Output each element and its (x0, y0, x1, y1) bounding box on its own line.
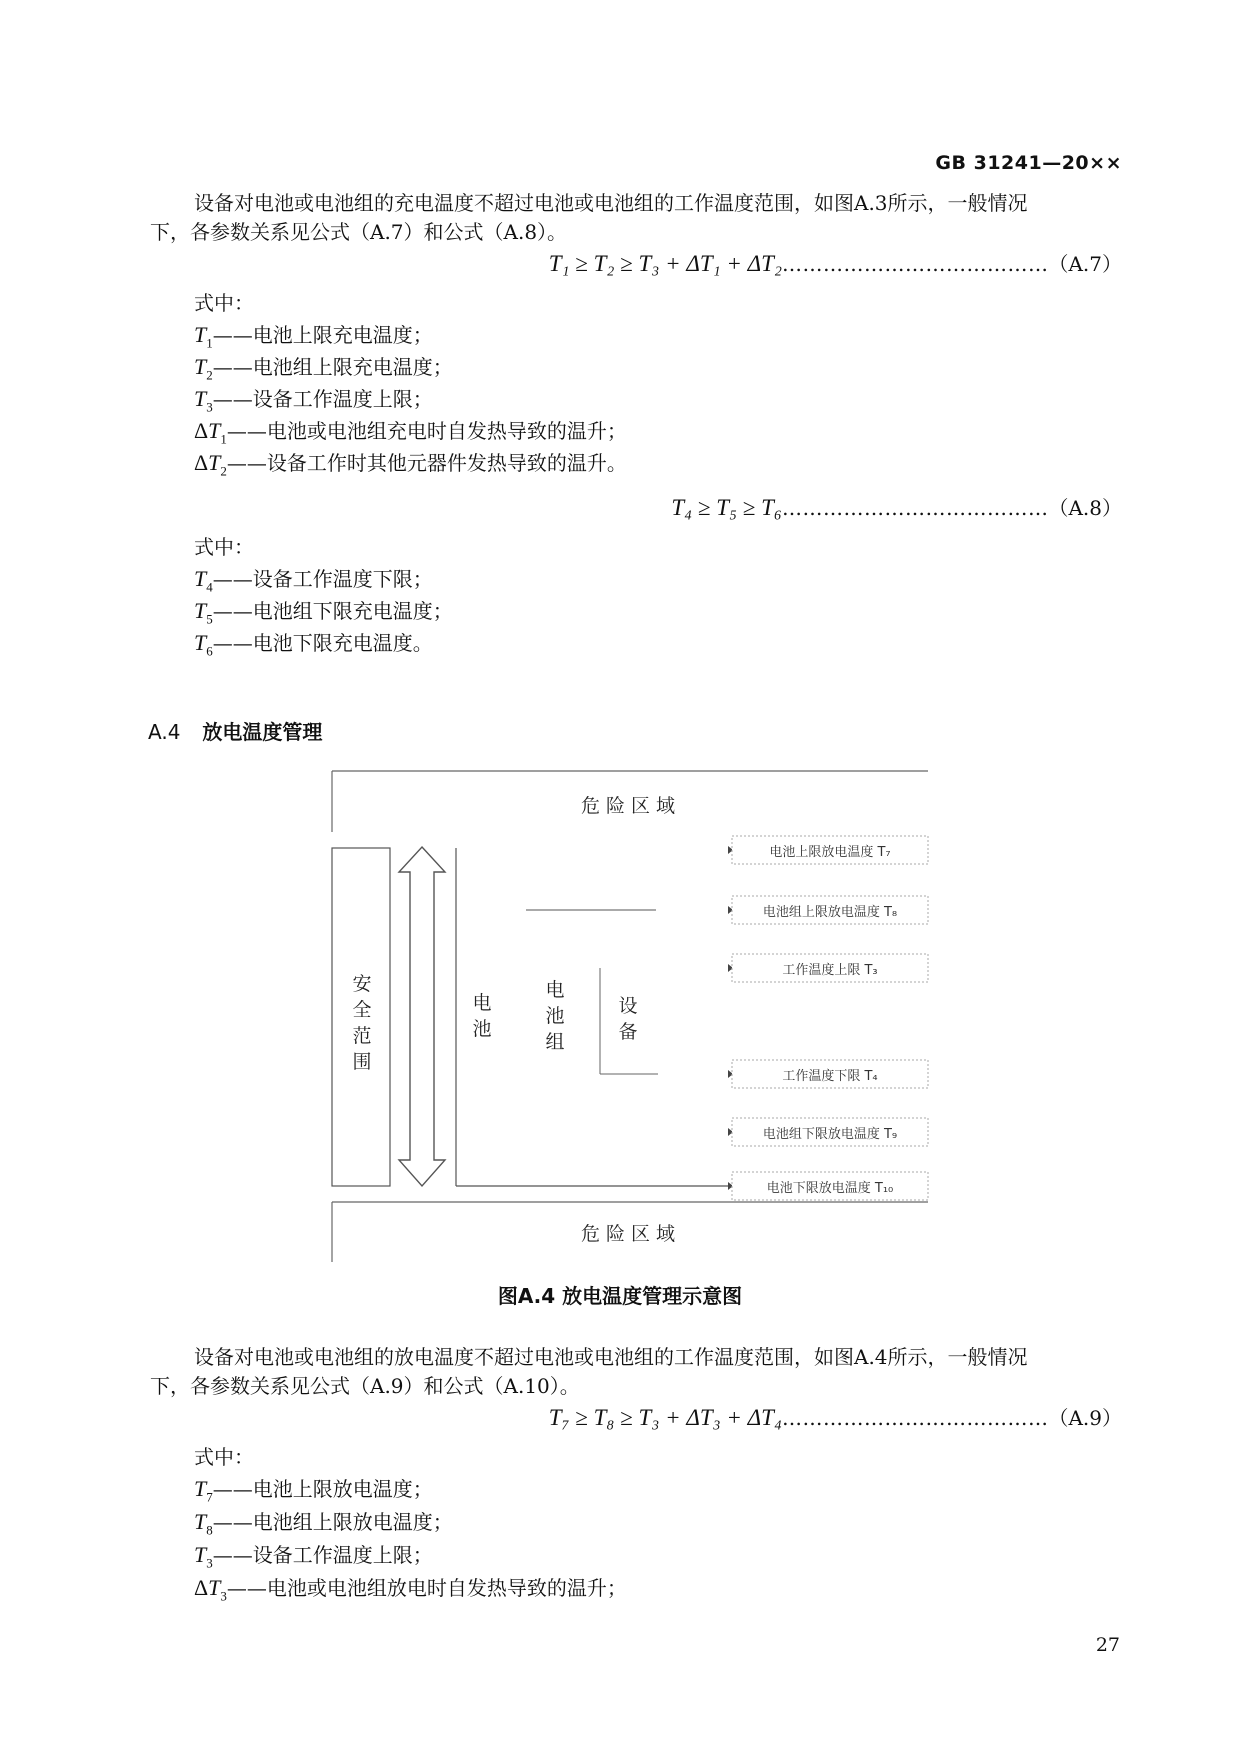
temp-label-4: 工作温度下限 T₄ (782, 1069, 878, 1084)
temp-label-3: 工作温度上限 T₃ (782, 963, 878, 978)
definition-text: ——电池组下限充电温度； (212, 599, 453, 623)
definition-symbol-base: T (194, 322, 207, 347)
definition-text: ——电池或电池组放电时自发热导致的温升； (226, 1576, 627, 1600)
where-label-a7: 式中： (194, 291, 254, 315)
page-number: 27 (1095, 1634, 1120, 1656)
definition-symbol (194, 1476, 213, 1505)
battery-pack-label-char-2: 池 (545, 1005, 565, 1027)
definition-line (194, 1539, 433, 1571)
definition-symbol-subscript: 3 (206, 399, 213, 415)
definition-symbol-subscript: 1 (220, 431, 227, 447)
equation-a7-formula: T₁ ≥ T₂ ≥ T₃ + ΔT₁ + ΔT₂ (548, 251, 782, 276)
definition-symbol (194, 354, 213, 383)
battery-label-char-2: 池 (472, 1018, 492, 1040)
safe-range-char-4: 围 (352, 1051, 372, 1073)
battery-pack-label-char-3: 组 (545, 1031, 565, 1053)
definition-line (194, 1506, 453, 1538)
definition-text: ——电池上限放电温度； (212, 1477, 433, 1501)
equation-a8-label: （A.8） (1048, 496, 1122, 520)
definition-symbol (194, 1575, 227, 1604)
definition-symbol (194, 630, 213, 659)
safe-range-char-1: 安 (352, 973, 372, 995)
definition-line (194, 1572, 627, 1604)
definition-symbol (194, 386, 213, 415)
definition-symbol-subscript: 8 (206, 1522, 213, 1538)
battery-label-char-1: 电 (472, 992, 492, 1014)
section-heading-a4 (148, 716, 322, 745)
definition-symbol-subscript: 4 (206, 579, 213, 595)
definition-line (194, 383, 433, 415)
definition-symbol-delta: Δ (194, 1575, 209, 1600)
definition-line (194, 415, 627, 447)
definition-symbol-subscript: 5 (206, 611, 213, 627)
definition-symbol-delta: Δ (194, 418, 209, 443)
definition-text: ——电池或电池组充电时自发热导致的温升； (226, 419, 627, 443)
equation-a7-dots: ………………………………… (781, 252, 1049, 276)
danger-zone-bottom-label: 危 险 区 域 (580, 1223, 676, 1245)
definition-symbol-base: T (194, 598, 207, 623)
temp-label-5: 电池组下限放电温度 T₉ (762, 1127, 898, 1142)
equation-a9-label: （A.9） (1048, 1406, 1122, 1430)
discharge-intro-line-1: 设备对电池或电池组的放电温度不超过电池或电池组的工作温度范围，如图A.4所示，一般情况 (194, 1345, 1028, 1369)
definition-symbol-base: T (194, 1509, 207, 1534)
standard-code-header: GB 31241—20×× (935, 152, 1122, 174)
definition-symbol-subscript: 2 (206, 367, 213, 383)
equation-a8 (671, 492, 1122, 521)
definition-symbol (194, 1542, 213, 1571)
equation-a9 (549, 1402, 1122, 1431)
definition-symbol-base: T (194, 386, 207, 411)
definition-symbol-base: T (194, 566, 207, 591)
definition-symbol-delta: Δ (194, 450, 209, 475)
definition-symbol-base: T (208, 1575, 221, 1600)
definition-symbol (194, 450, 227, 479)
section-number: A.4 (148, 720, 181, 744)
definition-text: ——设备工作温度上限； (212, 387, 433, 411)
safe-range-char-3: 范 (352, 1025, 372, 1047)
equation-a8-formula: T₄ ≥ T₅ ≥ T₆ (671, 495, 782, 520)
definition-line (194, 351, 453, 383)
definition-symbol-base: T (194, 1542, 207, 1567)
definition-text: ——电池组上限放电温度； (212, 1510, 453, 1534)
where-label-a8: 式中： (194, 535, 254, 559)
temp-label-2: 电池组上限放电温度 T₈ (762, 905, 898, 920)
discharge-temperature-diagram (330, 768, 930, 1264)
definition-text: ——设备工作时其他元器件发热导致的温升。 (226, 451, 627, 475)
definition-symbol-subscript: 7 (206, 1489, 213, 1505)
definition-symbol (194, 566, 213, 595)
definition-line (194, 595, 453, 627)
definition-line (194, 1473, 433, 1505)
definition-symbol-base: T (208, 418, 221, 443)
definition-line (194, 447, 627, 479)
charge-intro-line-2: 下，各参数关系见公式（A.7）和公式（A.8）。 (150, 220, 568, 244)
definition-symbol-base: T (208, 450, 221, 475)
definition-symbol-base: T (194, 354, 207, 379)
definition-line (194, 563, 433, 595)
definition-line (194, 319, 433, 351)
definition-symbol-subscript: 3 (206, 1555, 213, 1571)
danger-zone-top-label: 危 险 区 域 (580, 795, 676, 817)
definition-symbol-subscript: 3 (220, 1588, 227, 1604)
double-arrow-icon (399, 847, 445, 1186)
definition-text: ——设备工作温度下限； (212, 567, 433, 591)
definition-text: ——电池下限充电温度。 (212, 631, 433, 655)
charge-intro-paragraph (150, 189, 1122, 247)
figure-caption: 图A.4 放电温度管理示意图 (497, 1284, 743, 1308)
definition-symbol-base: T (194, 630, 207, 655)
definition-symbol-base: T (194, 1476, 207, 1501)
definition-symbol-subscript: 6 (206, 643, 213, 659)
definition-text: ——设备工作温度上限； (212, 1543, 433, 1567)
definition-text: ——电池上限充电温度； (212, 323, 433, 347)
definition-text: ——电池组上限充电温度； (212, 355, 453, 379)
definition-symbol (194, 322, 213, 351)
device-label-char-1: 设 (618, 995, 638, 1017)
definition-symbol (194, 418, 227, 447)
definition-symbol-subscript: 2 (220, 463, 227, 479)
charge-intro-line-1: 设备对电池或电池组的充电温度不超过电池或电池组的工作温度范围，如图A.3所示，一般情况 (194, 191, 1028, 215)
definition-symbol (194, 598, 213, 627)
equation-a8-dots: ………………………………… (781, 496, 1049, 520)
safe-range-char-2: 全 (352, 999, 372, 1021)
equation-a7-label: （A.7） (1048, 252, 1122, 276)
definition-symbol-subscript: 1 (206, 335, 213, 351)
definition-symbol (194, 1509, 213, 1538)
device-label-char-2: 备 (618, 1021, 638, 1043)
definition-line (194, 627, 433, 659)
equation-a9-dots: ………………………………… (781, 1406, 1049, 1430)
discharge-intro-line-2: 下，各参数关系见公式（A.9）和公式（A.10）。 (150, 1374, 580, 1398)
section-title: 放电温度管理 (202, 720, 323, 744)
temp-label-6: 电池下限放电温度 T₁₀ (766, 1181, 894, 1196)
equation-a7 (549, 248, 1122, 277)
discharge-intro-paragraph (150, 1343, 1122, 1401)
temp-label-1: 电池上限放电温度 T₇ (769, 845, 891, 860)
where-label-a9: 式中： (194, 1445, 254, 1469)
battery-pack-label-char-1: 电 (545, 979, 565, 1001)
equation-a9-formula: T₇ ≥ T₈ ≥ T₃ + ΔT₃ + ΔT₄ (548, 1405, 782, 1430)
